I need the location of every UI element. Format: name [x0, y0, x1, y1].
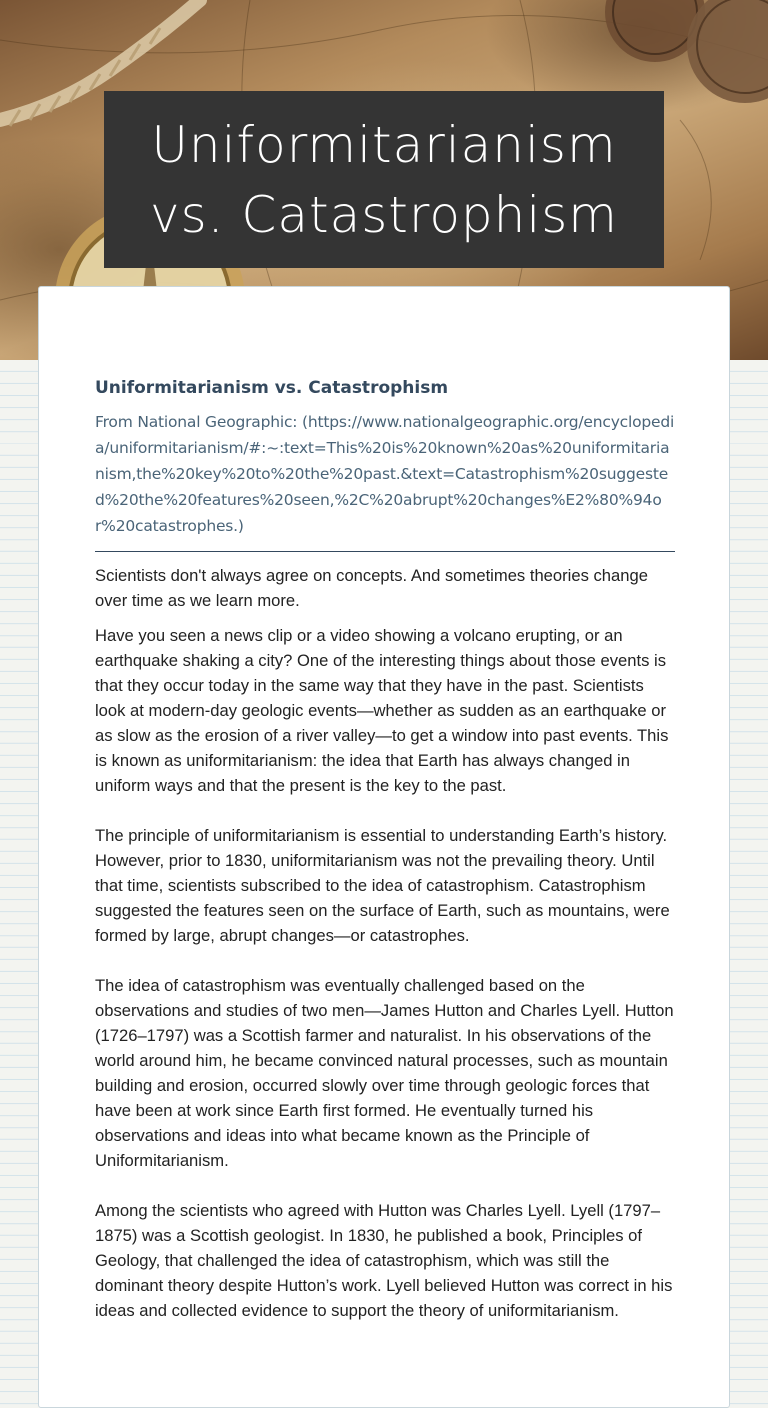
- divider: [95, 551, 675, 552]
- source-citation: From National Geographic: (https://www.nationalgeographic.org/encyclopedia/uniformitarianism/#:~:text=This%20is%20known%20as%20uniformitarianism,the%20key%20to%20the%20past.&text=Catastrophism%20suggested%20the%20features%20seen,%2C%20abrupt%20changes%E2%80%94or%20catastrophes.): [95, 413, 675, 535]
- page-title: Uniformitarianism vs. Catastrophism: [149, 115, 618, 244]
- article-content: [95, 375, 675, 1323]
- intro-paragraph: Scientists don't always agree on concepts. And sometimes theories change over time as we learn more.: [95, 566, 648, 610]
- paragraph: The idea of catastrophism was eventually challenged based on the observations and studies of two men—James Hutton and Charles Lyell. Hutton (1726–1797) was a Scottish farmer and naturalist. In his observations of the world around him, he became convinced natural processes, such as mountain building and erosion, occurred slowly over time through geologic forces that have been at work since Earth first formed. He eventually turned his observations and ideas into what became known as the Principle of Uniformitarianism.: [95, 976, 674, 1170]
- paragraph: The principle of uniformitarianism is essential to understanding Earth’s history. However, prior to 1830, uniformitarianism was not the prevailing theory. Until that time, scientists subscribed to the idea of catastrophism. Catastrophism suggested the features seen on the surface of Earth, such as mountains, were formed by large, abrupt changes—or catastrophes.: [95, 826, 670, 945]
- paragraph: Among the scientists who agreed with Hutton was Charles Lyell. Lyell (1797–1875) was a Scottish geologist. In 1830, he published a book, Principles of Geology, that challenged the idea of catastrophism, which was still the dominant theory despite Hutton’s work. Lyell believed Hutton was correct in his ideas and collected evidence to support the theory of uniformitarianism.: [95, 1201, 673, 1320]
- paragraph: Have you seen a news clip or a video showing a volcano erupting, or an earthquake shaking a city? One of the interesting things about those events is that they occur today in the same way that they have in the past. Scientists look at modern-day geologic events—whether as sudden as an earthquake or as slow as the erosion of a river valley—to get a window into past events. This is known as uniformitarianism: the idea that Earth has always changed in uniform ways and that the present is the key to the past.: [95, 626, 669, 795]
- worksheet-card: [38, 286, 730, 1408]
- title-box: [104, 91, 664, 268]
- section-title: Uniformitarianism vs. Catastrophism: [95, 378, 449, 398]
